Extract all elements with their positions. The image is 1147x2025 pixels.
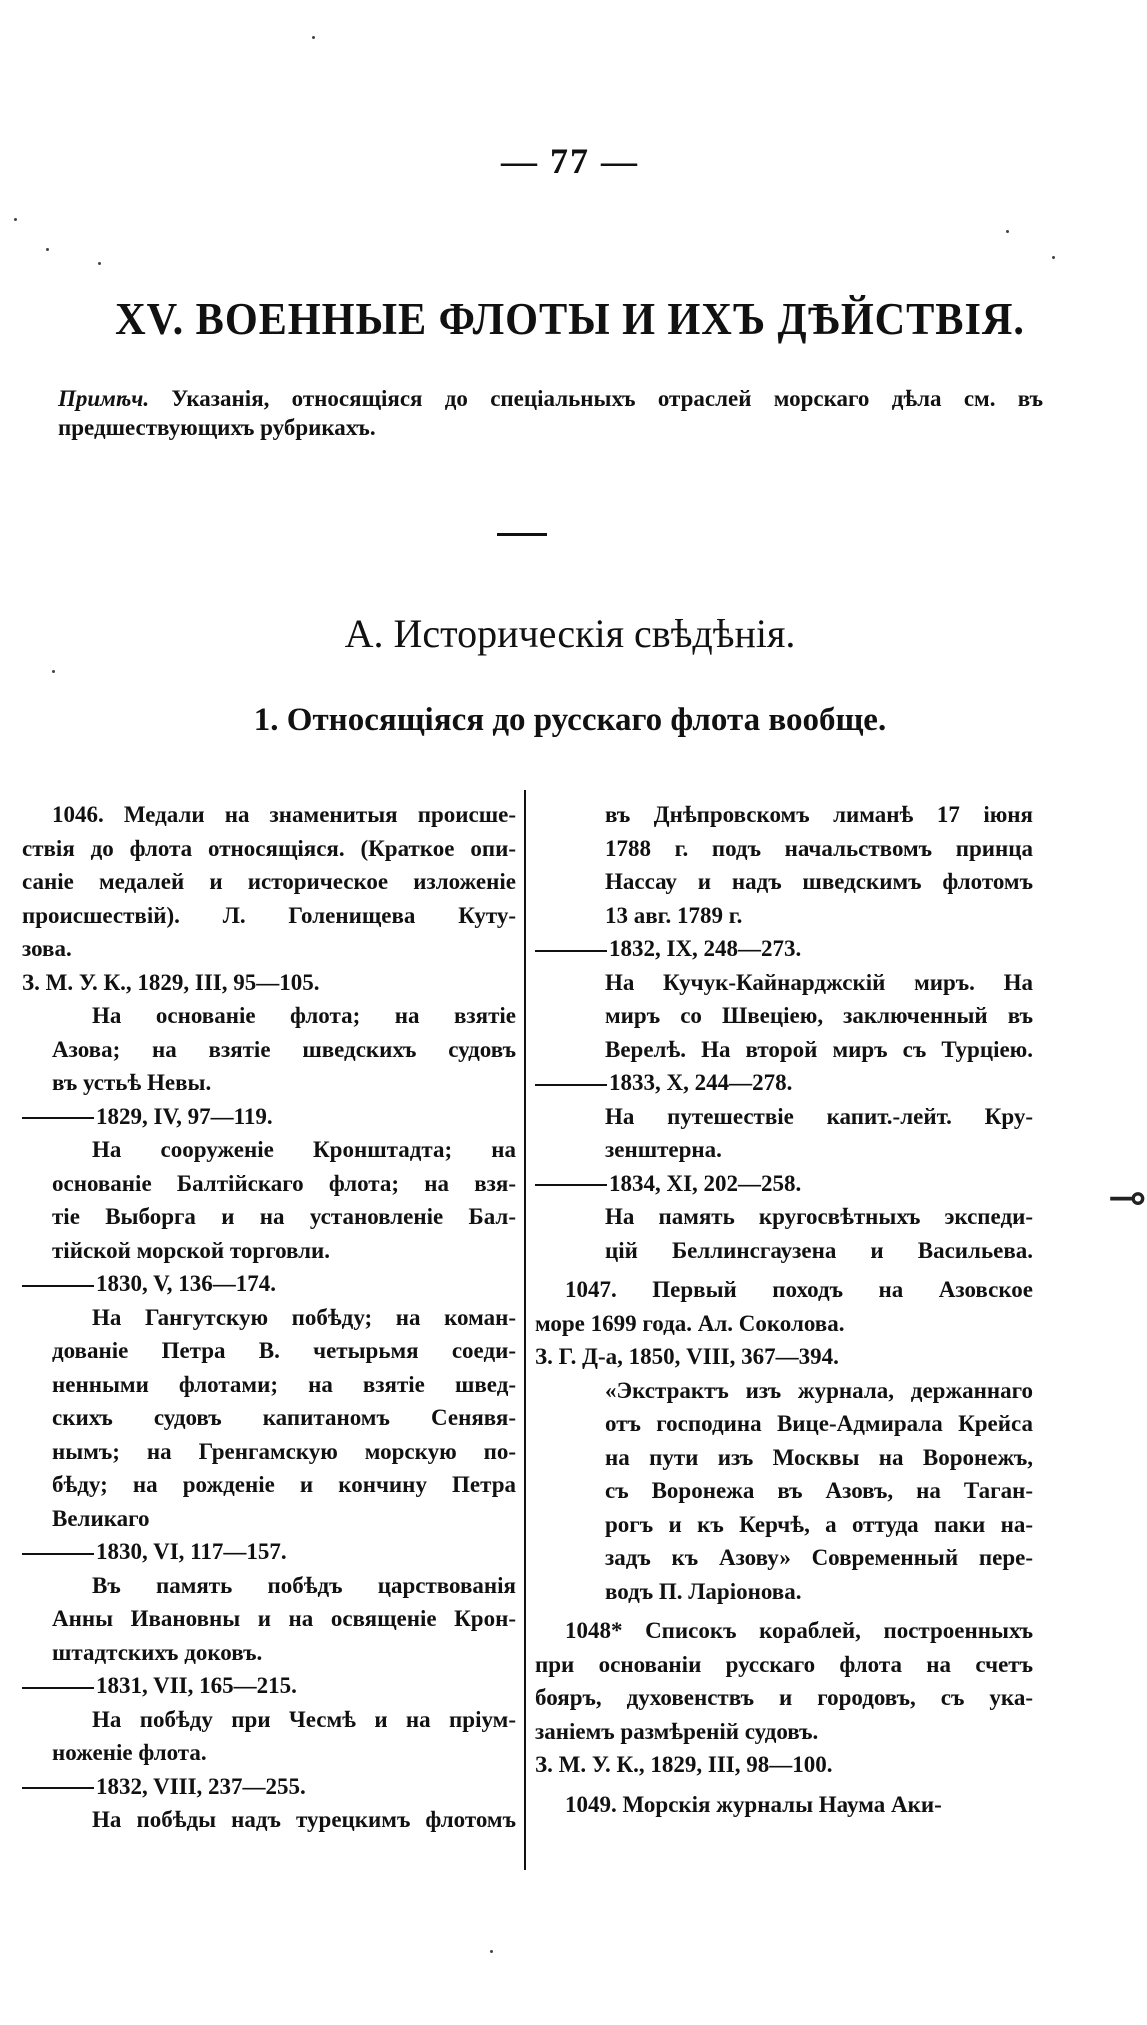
right-line: съ Воронежа въ Азовъ, на Таган- [605,1478,1033,1503]
right-citation: З. М. У. К., 1829, III, 98—100. [535,1752,833,1777]
right-line: Верелѣ. На второй миръ съ Турціею. [605,1036,1033,1062]
scan-speck [52,670,55,673]
left-ref-text: 1831, VII, 165—215. [96,1673,297,1698]
right-line: 13 авг. 1789 г. [605,902,743,928]
ditto-dash [22,1787,94,1789]
left-line: бѣду; на рожденіе и кончину Петра [52,1472,516,1497]
right-ref-line [535,1066,1033,1100]
left-line: На побѣду при Чесмѣ и на пріум- [92,1706,516,1732]
section-title: XV. ВОЕННЫЕ ФЛОТЫ И ИХЪ ДѢЙСТВІЯ. [115,293,1025,344]
scan-speck [490,1950,493,1953]
ditto-dash [535,950,607,952]
right-ref-text: 1833, X, 244—278. [609,1070,793,1095]
left-ref-line [22,1535,516,1569]
right-line: въ Днѣпровскомъ лиманѣ 17 іюня [605,802,1033,827]
right-line: зенштерна. [605,1137,722,1162]
left-line: дованіе Петра В. четырьмя соеди- [52,1338,516,1363]
left-line: Въ память побѣдъ царствованія [92,1572,516,1598]
left-line: штадтскихъ доковъ. [52,1639,263,1665]
right-line: 1048* Списокъ кораблей, построенныхъ [565,1618,1033,1643]
right-ref-text: 1834, XI, 202—258. [609,1170,802,1196]
left-ref-text: 1830, VI, 117—157. [96,1539,287,1564]
right-line: 1047. Первый походъ на Азовское [565,1277,1033,1302]
left-line: 1046. Медали на знаменитыя происше- [52,802,516,827]
subsection-title: А. Историческія свѣдѣнія. [344,611,796,656]
right-line: «Экстрактъ изъ журнала, держаннаго [605,1377,1033,1403]
right-ref-line [535,1167,1033,1201]
right-citation: З. Г. Д-а, 1850, VIII, 367—394. [535,1344,839,1369]
note-paragraph [58,384,1043,442]
section-divider-rule [497,533,547,536]
scan-speck [98,262,101,265]
right-line: при основаніи русскаго флота на счетъ [535,1651,1033,1677]
note-label: Примѣч. [58,386,150,411]
right-line: задъ къ Азову» Современный пере- [605,1545,1033,1570]
scan-speck [14,218,17,221]
left-line: Анны Ивановны и на освященіе Крон- [52,1606,516,1631]
right-line: На Кучук-Кайнарджскій миръ. На [605,969,1033,995]
right-ref-text: 1832, IX, 248—273. [609,936,802,961]
left-ref-line [22,1100,516,1134]
scan-speck [1052,256,1055,259]
right-line: На путешествіе капит.-лейт. Кру- [605,1103,1033,1129]
left-line: въ устьѣ Невы. [52,1070,212,1095]
left-line: основаніе Балтійскаго флота; на взя- [52,1170,516,1196]
left-line: На сооруженіе Кронштадта; на [92,1137,516,1162]
left-line: происшествій). Л. Голенищева Куту- [22,902,516,928]
scan-speck [312,36,315,39]
right-line: бояръ, духовенствъ и городовъ, съ ука- [535,1685,1033,1710]
left-line: скихъ судовъ капитаномъ Сенявя- [52,1405,516,1430]
column-divider [524,790,526,1870]
scan-speck [1006,230,1009,233]
right-line: море 1699 года. Ал. Соколова. [535,1310,845,1336]
left-line: тіе Выборга и на установленіе Бал- [52,1204,516,1229]
subsubsection-title: 1. Относящіяся до русскаго флота вообще. [253,702,887,738]
ditto-dash [22,1117,94,1119]
scan-speck [46,248,49,251]
ditto-dash [535,1184,607,1186]
right-line: отъ господина Вице-Адмирала Крейса [605,1411,1033,1436]
left-ref-text: 1832, VIII, 237—255. [96,1773,306,1799]
page-number: — 77 — [501,141,639,181]
left-line: На побѣды надъ турецкимъ флотомъ [92,1807,516,1832]
left-line: Великаго [52,1505,150,1531]
left-ref-line [22,1267,516,1301]
right-ref-line [535,932,1033,966]
left-line: нымъ; на Гренгамскую морскую по- [52,1438,516,1464]
ditto-dash [22,1687,94,1689]
right-line: водъ П. Ларіонова. [605,1578,802,1604]
right-line: миръ со Швеціею, заключенный въ [605,1003,1033,1028]
ditto-dash [22,1553,94,1555]
ditto-dash [22,1285,94,1287]
left-line: зова. [22,936,72,961]
left-ref-text: 1830, V, 136—174. [96,1271,276,1296]
left-ref-line [22,1669,516,1703]
left-line: ненными флотами; на взятіе швед- [52,1371,516,1397]
right-line: рогъ и къ Керчѣ, а оттуда паки на- [605,1511,1033,1537]
right-line: 1049. Морскія журналы Наума Аки- [565,1791,942,1817]
left-line: На основаніе флота; на взятіе [92,1003,516,1028]
right-line: 1788 г. подъ начальствомъ принца [605,835,1033,861]
page-edge-mark: ⊸ [1108,1172,1147,1223]
right-line: цій Беллинсгаузена и Васильева. [605,1237,1033,1263]
right-line: на пути изъ Москвы на Воронежъ, [605,1444,1033,1470]
left-line: ствія до флота относящіяся. (Краткое опи- [22,835,516,861]
left-line: тійской морской торговли. [52,1237,331,1263]
left-citation: З. М. У. К., 1829, III, 95—105. [22,969,320,995]
right-line: На память кругосвѣтныхъ экспеди- [605,1204,1033,1229]
left-ref-line [22,1770,516,1804]
left-column [22,798,516,1837]
left-line: саніе медалей и историческое изложеніе [22,869,516,894]
right-column [535,798,1033,1821]
right-line: Нассау и надъ шведскимъ флотомъ [605,869,1033,894]
note-text: Указанія, относящіяся до спеціальныхъ отраслей морскаго дѣла см. въ предшествующихъ рубрикахъ. [58,386,1044,440]
right-line: заніемъ размѣреній судовъ. [535,1718,819,1744]
left-line: На Гангутскую побѣду; на коман- [92,1304,516,1330]
left-line: ноженіе флота. [52,1740,207,1765]
left-ref-text: 1829, IV, 97—119. [96,1103,273,1129]
ditto-dash [535,1084,607,1086]
left-line: Азова; на взятіе шведскихъ судовъ [52,1036,516,1062]
